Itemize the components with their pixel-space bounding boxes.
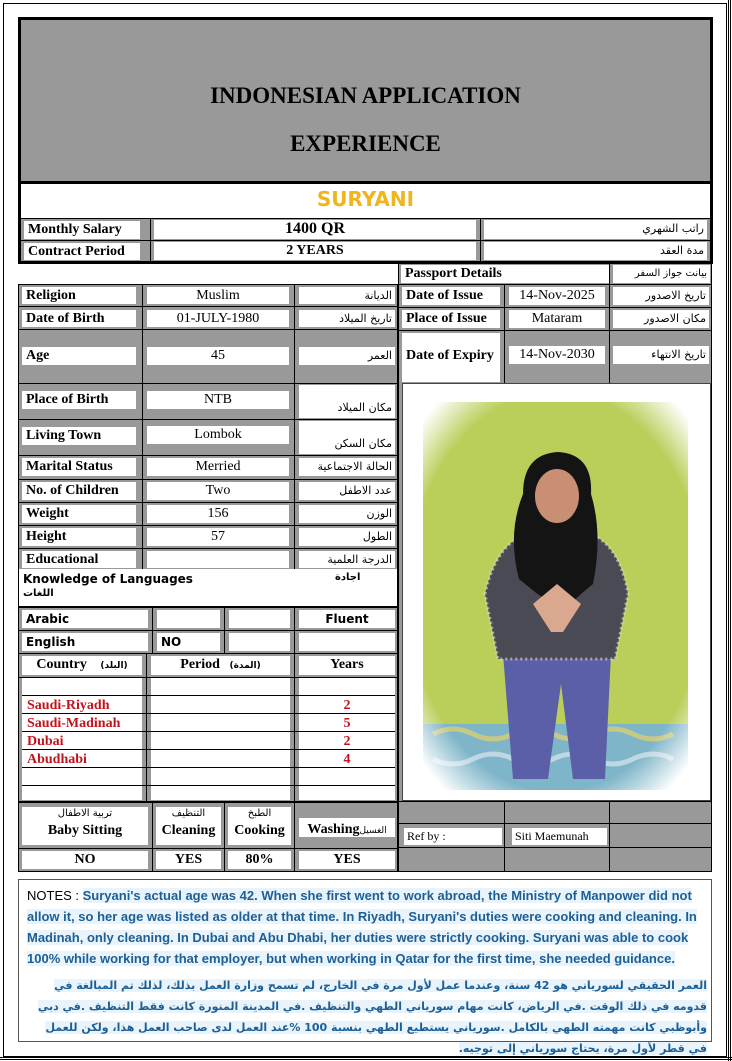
notes-box xyxy=(18,879,712,1055)
weight-value: 156 xyxy=(147,505,289,523)
document-subtitle: EXPERIENCE xyxy=(290,131,441,156)
languages-header xyxy=(18,569,398,607)
languages-title-ar: اللغات xyxy=(23,588,54,599)
skills-table xyxy=(18,802,398,872)
living-town-label-ar: مكان السكن xyxy=(299,421,395,454)
marital-status-label: Marital Status xyxy=(22,458,136,476)
marital-status-value: Merried xyxy=(147,458,289,476)
skill-value: YES xyxy=(299,851,395,869)
experience-country: Abudhabi xyxy=(27,752,87,767)
experience-country: Saudi-Riyadh xyxy=(27,698,110,713)
contract-block xyxy=(18,218,713,264)
educational-label-ar: الدرجة العلمية xyxy=(299,551,395,568)
weight-label: Weight xyxy=(22,505,136,523)
language-level xyxy=(299,633,395,651)
weight-label-ar: الوزن xyxy=(299,505,395,523)
col-header-country xyxy=(22,656,142,675)
language-level: Fluent xyxy=(299,610,395,628)
expiry-label: Date of Expiry xyxy=(402,333,500,382)
expiry-label-ar: تاريخ الانتهاء xyxy=(613,346,709,364)
skill-label: Washing xyxy=(307,822,360,837)
religion-label: Religion xyxy=(22,287,136,304)
language-name: Arabic xyxy=(22,610,148,628)
salary-value: 1400 QR xyxy=(154,220,476,239)
experience-country: Saudi-Madinah xyxy=(27,716,121,731)
notes-arabic xyxy=(27,975,707,1059)
skill-label: Cooking xyxy=(234,823,285,838)
document-header xyxy=(18,17,713,184)
children-label: No. of Children xyxy=(22,482,136,500)
religion-value: Muslim xyxy=(147,287,289,304)
candidate-name: SURYANI xyxy=(316,187,415,211)
col-header-years: Years xyxy=(299,656,395,675)
dob-label: Date of Birth xyxy=(22,310,136,327)
skill-value: YES xyxy=(156,851,221,869)
living-town-value: Lombok xyxy=(147,426,289,444)
skill-header xyxy=(156,807,221,845)
skill-header xyxy=(299,818,395,837)
skill-label: Baby Sitting xyxy=(47,823,123,838)
place-of-birth-label: Place of Birth xyxy=(22,391,136,409)
experience-years: 2 xyxy=(343,734,351,749)
skill-label: Cleaning xyxy=(161,823,216,838)
place-of-birth-value: NTB xyxy=(147,391,289,409)
religion-label-ar: الديانة xyxy=(299,287,395,304)
col-country-label: Country xyxy=(36,657,87,672)
salary-label-ar: راتب الشهري xyxy=(484,220,707,239)
passport-table xyxy=(398,264,712,384)
children-label-ar: عدد الاطفل xyxy=(299,482,395,500)
issue-place-label: Place of Issue xyxy=(402,310,500,328)
skill-value: 80% xyxy=(228,851,291,869)
skill-label-ar: التنظيف xyxy=(171,808,206,819)
contract-period-label: Contract Period xyxy=(24,243,140,260)
height-label-ar: الطول xyxy=(299,528,395,546)
marital-status-label-ar: الحالة الاجتماعية xyxy=(299,458,395,476)
ref-by-value: Siti Maemunah xyxy=(512,828,607,845)
height-label: Height xyxy=(22,528,136,546)
languages-title: Knowledge of Languages xyxy=(23,572,193,586)
issue-place-label-ar: مكان الاصدور xyxy=(613,310,709,328)
fluency-label-ar: اجادة xyxy=(335,572,361,583)
salary-label: Monthly Salary xyxy=(24,221,140,239)
language-name: English xyxy=(22,633,148,651)
expiry-value: 14-Nov-2030 xyxy=(509,346,605,364)
ref-by-label: Ref by : xyxy=(404,828,502,845)
experience-years: 4 xyxy=(343,752,351,767)
col-period-label-ar: (المدة) xyxy=(229,661,261,671)
language-col2 xyxy=(229,633,290,651)
issue-date-value: 14-Nov-2025 xyxy=(509,287,605,305)
person-photo-icon xyxy=(403,384,710,800)
passport-title-ar: بيانت جواز السفر xyxy=(613,265,710,283)
personal-details-table xyxy=(18,284,398,570)
living-town-label: Living Town xyxy=(22,427,136,445)
col-header-period xyxy=(151,656,290,675)
educational-label: Educational xyxy=(22,551,136,568)
contract-period-label-ar: مدة العقد xyxy=(484,242,707,260)
notes-english xyxy=(27,885,707,969)
experience-years: 2 xyxy=(343,698,351,713)
dob-label-ar: تاريخ الميلاد xyxy=(299,310,395,327)
notes-text-en: Suryani's actual age was 42. When she first went to work abroad, the Ministry of Manpower did not allow it, so her age was listed as older at that time. In Riyadh, Suryani's duties were cooking and cleaning. In Madinah, only cleaning. In Dubai and Abu Dhabi, her duties were strictly cooking. Suryani was able to cook 100% while working for that employer, but when working in Qatar for the first time, she needed guidance. xyxy=(27,888,697,966)
page-frame-right xyxy=(728,0,731,1061)
experience-years: 5 xyxy=(343,716,351,731)
children-value: Two xyxy=(147,482,289,500)
skill-value: NO xyxy=(22,851,148,869)
candidate-photo xyxy=(402,383,711,801)
skill-label-ar: تربية الاطفال xyxy=(57,808,113,819)
col-period-label: Period xyxy=(180,657,220,672)
passport-title: Passport Details xyxy=(401,265,609,283)
dob-value: 01-JULY-1980 xyxy=(147,310,289,327)
educational-value xyxy=(147,551,289,568)
place-of-birth-label-ar: مكان الميلاد xyxy=(299,385,395,418)
experience-country: Dubai xyxy=(27,734,64,749)
issue-place-value: Mataram xyxy=(509,310,605,328)
issue-date-label-ar: تاريخ الاصدور xyxy=(613,287,709,305)
skill-header xyxy=(228,807,291,845)
issue-date-label: Date of Issue xyxy=(402,287,500,305)
language-col1: NO xyxy=(157,633,220,651)
language-col1 xyxy=(157,610,220,628)
age-label-ar: العمر xyxy=(299,347,395,365)
notes-text-ar: العمر الحقيقي لسورياني هو 42 سنة، وعندما عمل لأول مرة في الخارج، لم تسمح وزارة العمل بذلك، لذلك تم المبالغة في قدومه في ذلك الوقت .في الرياض، كانت مهام سورياني الطهي والتنظيف .في المدينة المنورة كانت فقط التنظيف .في دبي وأبوظبي كانت مهمته الطهي بالكامل .سورياني يستطيع الطهي بنسبة 100 %عند العمل لدى صاحب العمل هذا، ولكن للعمل في قطر لأول مرة، يحتاج سورياني إلى توجيه. xyxy=(37,979,707,1055)
col-country-label-ar: (البلد) xyxy=(100,661,128,671)
document-title: INDONESIAN APPLICATION xyxy=(210,83,521,108)
age-value: 45 xyxy=(147,347,289,365)
language-col2 xyxy=(229,610,290,628)
skill-label-ar: الطبخ xyxy=(247,808,272,819)
age-label: Age xyxy=(22,347,136,365)
height-value: 57 xyxy=(147,528,289,546)
skill-header xyxy=(22,807,148,845)
experience-table xyxy=(18,654,398,802)
contract-period-value: 2 YEARS xyxy=(154,242,476,260)
notes-label: NOTES : xyxy=(27,888,80,903)
candidate-name-bar xyxy=(18,184,713,218)
period-column xyxy=(151,678,290,800)
skill-label-ar: الغسيل xyxy=(359,826,387,836)
languages-table xyxy=(18,607,398,654)
